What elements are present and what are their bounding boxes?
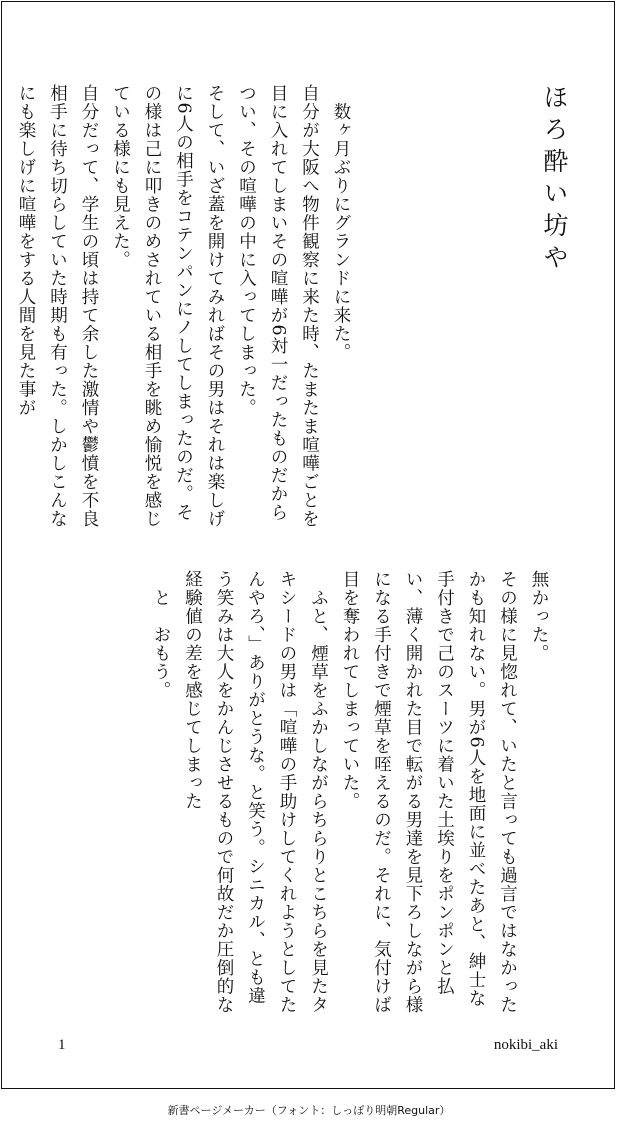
paragraph: 自分が大阪へ物件観察に来た時、たまたま喧嘩ごとを目に入れてしまいその喧嘩が6対一だったものだからつい、その喧嘩の中に入ってしまった。 bbox=[236, 84, 320, 528]
story-title: ほろ酔い坊や bbox=[540, 84, 569, 276]
paragraph: 数ヶ月ぶりにグランドに来た。 bbox=[331, 84, 351, 362]
paragraph: ふと、煙草をふかしながらちらりとこちらを見たタキシードの男は「喧嘩の手助けしてくれようとしてたんやろ、」ありがとうな。と笑う。シニカル、とも違う笑みは大人をかんじさせるもので何故だか圧倒的な経験値の差を感じてしまった bbox=[182, 570, 329, 1014]
paragraph: 自分だって、学生の頃は持て余した激情や鬱憤を不良相手に待ち切らしていた時期も有った。しかしこんなにも楽しげに喧嘩をする人間を見た事が bbox=[16, 84, 99, 528]
paragraph: 無かった。 bbox=[529, 570, 549, 663]
paragraph: と おもう。 bbox=[151, 570, 171, 700]
author-name: nokibi_aki bbox=[493, 1037, 558, 1053]
paragraph: そして、いざ蓋を開けてみればその男はそれは楽しげに6人の相手をコテンパンにノしてしまったのだ。その様は己に叩きのめされている相手を眺め愉悦を感じている様にも見えた。 bbox=[110, 84, 225, 528]
body-text-upper bbox=[10, 84, 357, 534]
body-text-lower bbox=[145, 570, 555, 1020]
paragraph: その様に見惚れて、いたと言っても過言ではなかったかも知れない。男が6人を地面に並べたあと、紳士な手付きで己のスーツに着いた土埃りをポンポンと払い、薄く開かれた目で転がる男達を見下ろしながら様になる手付きで煙草を咥えるのだ。それに、気付けば目を奪われてしまっていた。 bbox=[340, 570, 518, 1014]
book-page bbox=[1, 1, 615, 1089]
page-number: 1 bbox=[58, 1037, 66, 1053]
generator-credit: 新書ページメーカー（フォント：しっぽり明朝Regular） bbox=[167, 1104, 451, 1117]
